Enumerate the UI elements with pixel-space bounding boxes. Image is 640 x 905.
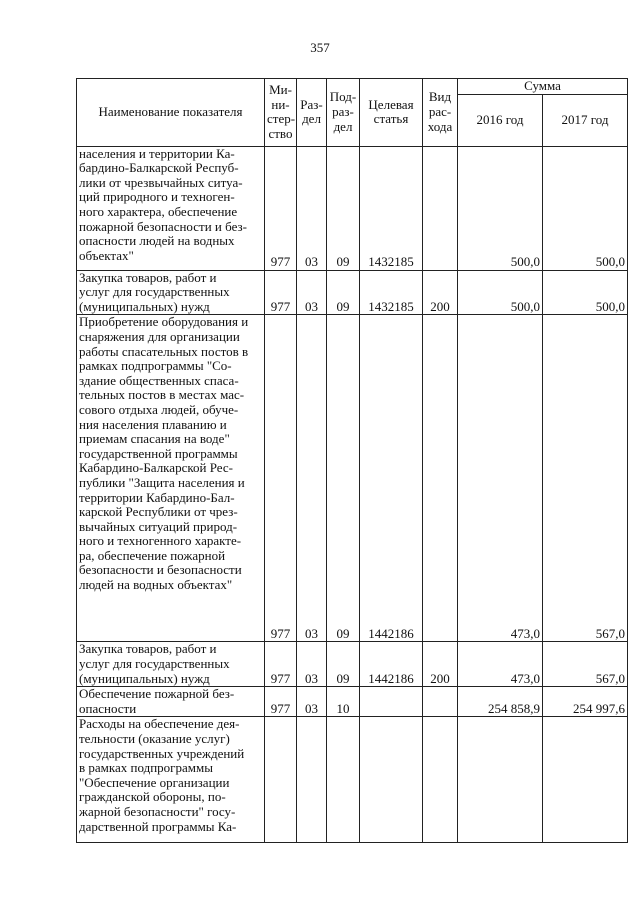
row-subsection: 10 <box>327 687 360 717</box>
header-sum: Сумма <box>458 79 628 95</box>
table-row <box>77 315 628 642</box>
row-amount-2016: 473,0 <box>458 315 543 642</box>
row-section: 03 <box>297 642 327 687</box>
row-ministry: 977 <box>265 270 297 315</box>
row-ministry: 977 <box>265 642 297 687</box>
row-name: Обеспечение пожарной без- опасности <box>77 687 265 717</box>
header-ministry: Ми- ни- стер- ство <box>265 79 297 147</box>
header-target-article: Целевая статья <box>360 79 423 147</box>
row-amount-2016: 500,0 <box>458 146 543 270</box>
page-number: 357 <box>310 40 330 55</box>
header-section: Раз- дел <box>297 79 327 147</box>
row-ministry: 977 <box>265 315 297 642</box>
row-target-article: 1442186 <box>360 642 423 687</box>
row-amount-2016: 254 858,9 <box>458 687 543 717</box>
row-expense-type: 200 <box>423 270 458 315</box>
row-name: Расходы на обеспечение дея- тельности (оказание услуг) государственных учреждений в рамках подпрограммы "Обеспечение организации гражданской обороны, по- жарной безопасности" госу- дарственной программы Ка- <box>77 717 265 843</box>
row-section <box>297 717 327 843</box>
table-row <box>77 642 628 687</box>
row-amount-2017 <box>543 717 628 843</box>
row-section: 03 <box>297 270 327 315</box>
row-section: 03 <box>297 315 327 642</box>
header-expense-type: Вид рас- хода <box>423 79 458 147</box>
row-amount-2017: 567,0 <box>543 315 628 642</box>
header-year-2016: 2016 год <box>458 94 543 146</box>
row-ministry: 977 <box>265 687 297 717</box>
row-target-article <box>360 717 423 843</box>
table-row <box>77 717 628 843</box>
table-row <box>77 270 628 315</box>
row-name: Закупка товаров, работ и услуг для государственных (муниципальных) нужд <box>77 642 265 687</box>
row-target-article <box>360 687 423 717</box>
row-section: 03 <box>297 146 327 270</box>
row-name: Приобретение оборудования и снаряжения для организации работы спасательных постов в рамках подпрограммы "Со- здание общественных спаса- тельных постов в местах мас- сового отдыха людей, обуче- ния населения плаванию и приемам спасания на воде" государственной программы Кабардино-Балкарской Рес- публики "Защита населения и территории Кабардино-Бал- карской Республики от чрез- вычайных ситуаций природ- ного и техногенного характе- ра, обеспечение пожарной безопасности и безопасности людей на водных объектах" <box>77 315 265 642</box>
row-target-article: 1442186 <box>360 315 423 642</box>
row-expense-type <box>423 315 458 642</box>
row-ministry <box>265 717 297 843</box>
header-name: Наименование показателя <box>77 79 265 147</box>
row-ministry: 977 <box>265 146 297 270</box>
row-expense-type <box>423 717 458 843</box>
row-target-article: 1432185 <box>360 270 423 315</box>
row-expense-type <box>423 146 458 270</box>
row-amount-2016: 473,0 <box>458 642 543 687</box>
budget-table <box>76 78 628 843</box>
row-subsection <box>327 717 360 843</box>
row-expense-type: 200 <box>423 642 458 687</box>
row-expense-type <box>423 687 458 717</box>
row-target-article: 1432185 <box>360 146 423 270</box>
row-amount-2017: 500,0 <box>543 270 628 315</box>
row-name: Закупка товаров, работ и услуг для государственных (муниципальных) нужд <box>77 270 265 315</box>
header-year-2017: 2017 год <box>543 94 628 146</box>
table-row <box>77 146 628 270</box>
row-section: 03 <box>297 687 327 717</box>
row-amount-2017: 500,0 <box>543 146 628 270</box>
row-amount-2017: 567,0 <box>543 642 628 687</box>
row-subsection: 09 <box>327 146 360 270</box>
row-amount-2016: 500,0 <box>458 270 543 315</box>
row-amount-2016 <box>458 717 543 843</box>
header-subsection: Под- раз- дел <box>327 79 360 147</box>
row-subsection: 09 <box>327 270 360 315</box>
row-name: населения и территории Ка- бардино-Балкарской Респуб- лики от чрезвычайных ситуа- ций природного и техноген- ного характера, обеспечение пожарной безопасности и без- опасности людей на водных объектах" <box>77 146 265 270</box>
row-amount-2017: 254 997,6 <box>543 687 628 717</box>
row-subsection: 09 <box>327 642 360 687</box>
row-subsection: 09 <box>327 315 360 642</box>
table-row <box>77 687 628 717</box>
